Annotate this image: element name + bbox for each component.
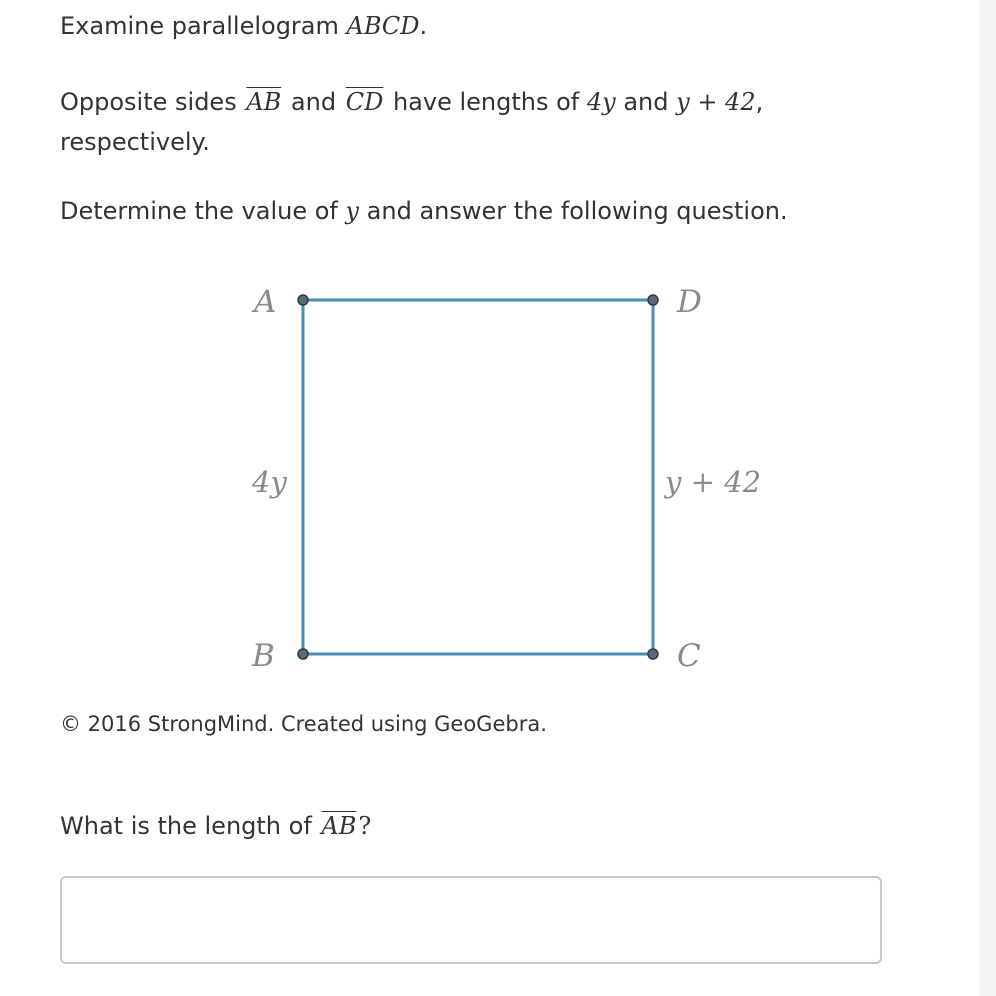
vertex-a-label: A	[254, 284, 277, 320]
segment-cd: $\overline{CD}$	[345, 88, 384, 116]
variable-y: y	[345, 197, 360, 225]
vertex-c-point	[648, 649, 658, 659]
length-cd-expression: y + 42	[676, 88, 756, 116]
vertex-a-point	[298, 295, 308, 305]
answer-input[interactable]	[60, 876, 882, 964]
determine-line: Determine the value of y and answer the following question.	[60, 197, 788, 225]
vertex-b-label: B	[252, 638, 275, 674]
vertices	[298, 295, 658, 659]
parallelogram-name: ABCD	[346, 12, 420, 40]
segment-ab: $\overline{AB}$	[246, 88, 282, 116]
respectively-line: respectively.	[60, 128, 210, 156]
intro-line: Examine parallelogram ABCD.	[60, 12, 428, 40]
vertex-d-point	[648, 295, 658, 305]
image-credit: © 2016 StrongMind. Created using GeoGebra.	[60, 712, 547, 736]
right-side-length-label: y + 42	[665, 465, 762, 499]
vertex-b-point	[298, 649, 308, 659]
question-segment: $\overline{AB}$	[321, 812, 357, 840]
vertex-c-label: C	[677, 638, 701, 674]
length-ab-expression: 4y	[586, 88, 616, 116]
left-side-length-label: 4y	[252, 465, 287, 499]
question-prompt: What is the length of $\overline{AB}$?	[60, 812, 372, 840]
parallelogram-sides	[303, 300, 653, 654]
sides-line: Opposite sides $\overline{AB}$ and $\overline{CD}$ have lengths of 4y and y + 42,	[60, 88, 764, 116]
vertex-d-label: D	[677, 284, 702, 320]
